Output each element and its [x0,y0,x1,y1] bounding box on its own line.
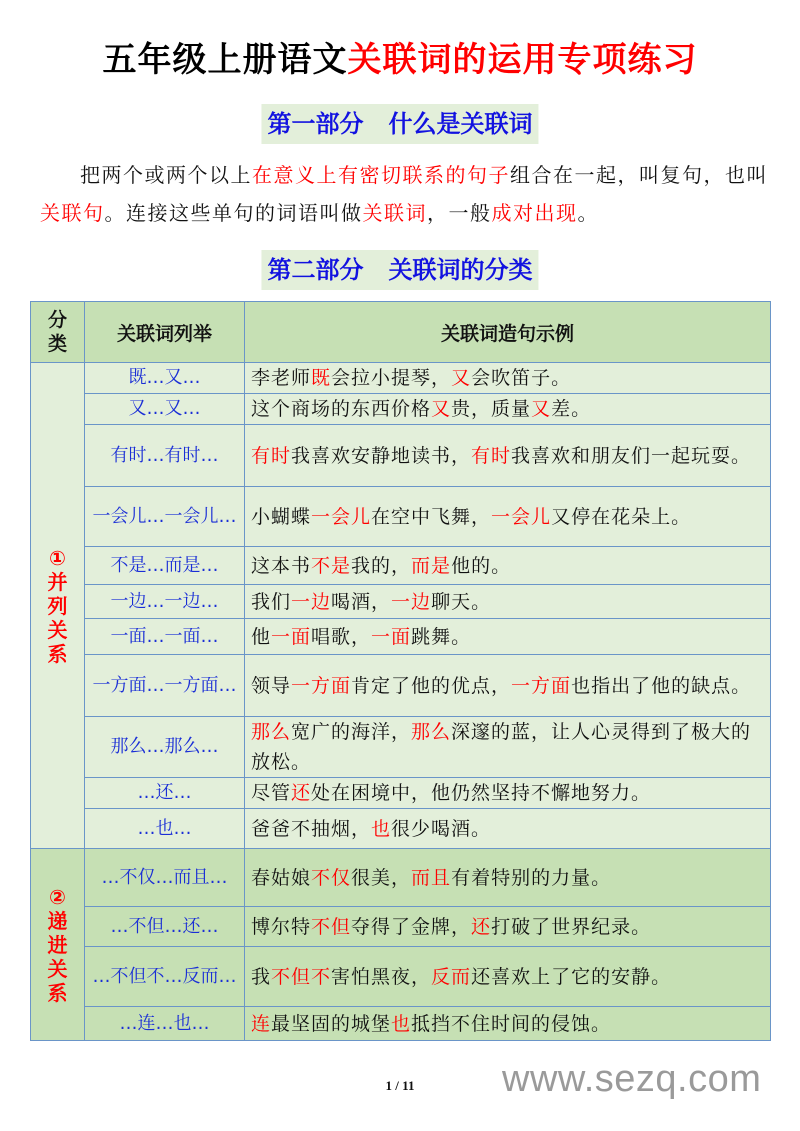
example-cell [245,425,771,487]
text-segment: 李老师 [251,367,312,389]
highlighted-conjunction: 又 [431,398,452,420]
highlighted-conjunction: 不但 [311,915,352,938]
title-topic-part: 关联词的运用专项练习 [347,40,698,80]
text-segment: 抵挡不住时间的侵蚀。 [411,1012,612,1035]
highlighted-conjunction: 也 [371,817,392,840]
table-row [31,547,771,585]
keyword-cell: 一会儿…一会儿… [85,487,245,547]
table-header-row [31,302,771,363]
example-cell [245,487,771,547]
text-segment: 喝酒， [331,590,392,613]
intro-paragraph [40,156,768,232]
highlighted-conjunction: 不但不 [271,965,332,988]
text-segment: 打破了世界纪录。 [491,915,652,938]
highlighted-conjunction: 那么 [411,721,452,743]
text-segment: 会拉小提琴， [331,367,452,389]
example-cell [245,717,771,778]
highlighted-conjunction: 还 [471,915,492,938]
highlighted-phrase: 成对出现 [491,201,578,225]
keyword-cell: …连…也… [85,1007,245,1041]
text-segment: 聊天。 [431,590,492,613]
example-cell [245,907,771,947]
keyword-cell: 既…又… [85,363,245,394]
keyword-cell: …也… [85,809,245,849]
highlighted-conjunction: 有时 [471,444,512,467]
header-category: 分 类 [31,302,85,363]
text-segment: 我们 [251,590,292,613]
table-row [31,778,771,809]
keyword-cell: 又…又… [85,394,245,425]
page-number: 1 / 11 [385,1078,415,1093]
table-row [31,809,771,849]
highlighted-conjunction: 既 [311,367,332,389]
text-segment: 我喜欢和朋友们一起玩耍。 [511,444,752,467]
keyword-cell: 不是…而是… [85,547,245,585]
highlighted-conjunction: 还 [291,782,312,804]
highlighted-conjunction: 反而 [431,965,472,988]
table-row [31,717,771,778]
table-row [31,425,771,487]
category-cell: ② 递 进 关 系 [31,849,85,1041]
text-segment: 最坚固的城堡 [271,1012,392,1035]
text-segment: 也指出了他的缺点。 [571,674,752,697]
text-segment: 领导 [251,674,292,697]
text-segment: 有着特别的力量。 [451,866,612,889]
example-cell [245,778,771,809]
section-heading-2: 第二部分 关联词的分类 [261,250,538,290]
text-segment: 春姑娘 [251,866,312,889]
highlighted-conjunction: 也 [391,1012,412,1035]
table-row [31,947,771,1007]
highlighted-conjunction: 连 [251,1012,272,1035]
text-segment: 深邃的蓝，让人心灵得到了极大的放松。 [251,721,752,773]
example-cell [245,1007,771,1041]
text-segment: 。连接这些单句的词语叫做 [104,201,363,225]
highlighted-conjunction: 一面 [371,625,412,648]
text-segment: 他的。 [451,554,512,577]
text-segment: 。 [577,201,599,225]
text-segment: 很少喝酒。 [391,817,492,840]
highlighted-conjunction: 不是 [311,554,352,577]
highlighted-conjunction: 一边 [391,590,432,613]
example-cell [245,585,771,619]
keyword-cell: …不仅…而且… [85,849,245,907]
text-segment: 爸爸不抽烟， [251,817,372,840]
category-cell: ① 并 列 关 系 [31,363,85,849]
example-cell [245,809,771,849]
table-row [31,585,771,619]
keyword-cell: 一边…一边… [85,585,245,619]
text-segment: 夺得了金牌， [351,915,472,938]
keyword-cell: 有时…有时… [85,425,245,487]
text-segment: 他 [251,625,272,648]
text-segment: 这本书 [251,554,312,577]
text-segment: 害怕黑夜， [331,965,432,988]
header-examples: 关联词造句示例 [245,302,771,363]
text-segment: 尽管 [251,782,292,804]
header-keywords: 关联词列举 [85,302,245,363]
text-segment: ，一般 [427,201,492,225]
text-segment: 博尔特 [251,915,312,938]
text-segment: 在空中飞舞， [371,505,492,528]
example-cell [245,394,771,425]
highlighted-phrase: 关联词 [362,201,427,225]
highlighted-conjunction: 一会儿 [491,505,552,528]
highlighted-conjunction: 而且 [411,866,452,889]
text-segment: 我喜欢安静地读书， [291,444,472,467]
example-cell [245,849,771,907]
table-row [31,655,771,717]
highlighted-conjunction: 有时 [251,444,292,467]
table-row [31,907,771,947]
table-row [31,363,771,394]
highlighted-conjunction: 而是 [411,554,452,577]
keyword-cell: 一面…一面… [85,619,245,655]
example-cell [245,363,771,394]
text-segment: 我的， [351,554,412,577]
text-segment: 差。 [551,398,592,420]
highlighted-conjunction: 一边 [291,590,332,613]
text-segment: 把两个或两个以上 [80,163,252,187]
table-row [31,1007,771,1041]
keyword-cell: …不但…还… [85,907,245,947]
table-row [31,487,771,547]
text-segment: 处在困境中，他仍然坚持不懈地努力。 [311,782,652,804]
highlighted-conjunction: 不仅 [311,866,352,889]
text-segment: 跳舞。 [411,625,472,648]
text-segment: 这个商场的东西价格 [251,398,432,420]
conjunction-table [30,301,771,1041]
text-segment: 组合在一起，叫复句，也叫 [510,163,768,187]
document-title [0,38,800,82]
text-segment: 宽广的海洋， [291,721,412,743]
keyword-cell: 一方面…一方面… [85,655,245,717]
highlighted-conjunction: 那么 [251,721,292,743]
keyword-cell: 那么…那么… [85,717,245,778]
keyword-cell: …还… [85,778,245,809]
highlighted-phrase: 关联句 [40,201,105,225]
table-row [31,619,771,655]
text-segment: 会吹笛子。 [471,367,572,389]
example-cell [245,547,771,585]
watermark: www.sezq.com [502,1058,762,1100]
title-grade-part: 五年级上册语文 [102,40,348,80]
text-segment: 很美， [351,866,412,889]
example-cell [245,947,771,1007]
text-segment: 还喜欢上了它的安静。 [471,965,672,988]
highlighted-phrase: 在意义上有密切联系的句子 [252,163,510,187]
highlighted-conjunction: 一会儿 [311,505,372,528]
text-segment: 唱歌， [311,625,372,648]
example-cell [245,619,771,655]
highlighted-conjunction: 又 [531,398,552,420]
highlighted-conjunction: 一方面 [291,674,352,697]
text-segment: 又停在花朵上。 [551,505,692,528]
text-segment: 我 [251,965,272,988]
table-body [31,363,771,1041]
table-row [31,849,771,907]
text-segment: 贵，质量 [451,398,532,420]
text-segment: 小蝴蝶 [251,505,312,528]
example-cell [245,655,771,717]
section-heading-1: 第一部分 什么是关联词 [261,104,538,144]
keyword-cell: …不但不…反而… [85,947,245,1007]
highlighted-conjunction: 又 [451,367,472,389]
table-row [31,394,771,425]
text-segment: 肯定了他的优点， [351,674,512,697]
highlighted-conjunction: 一方面 [511,674,572,697]
highlighted-conjunction: 一面 [271,625,312,648]
